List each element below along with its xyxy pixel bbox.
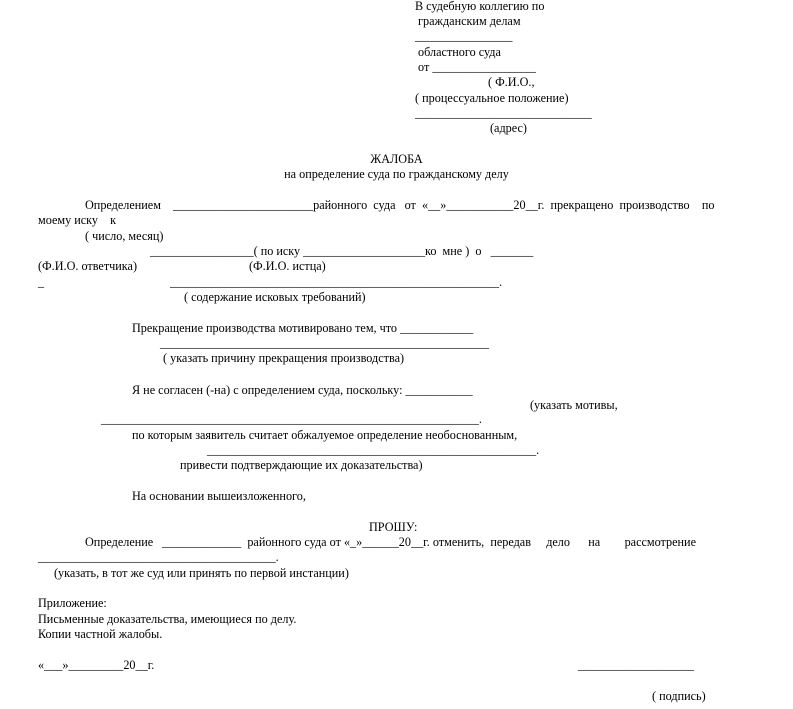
paragraph-4-text: Прекращение производства мотивировано тем, что ____________ xyxy=(132,321,474,335)
paragraph-3-dash: _ xyxy=(38,275,45,289)
paragraph-1-start: Определением xyxy=(85,198,161,212)
signature-hint: ( подпись) xyxy=(652,689,706,703)
addressee-line-3: ________________ xyxy=(415,29,513,43)
paragraph-1-line-2: моему иску к xyxy=(38,213,117,227)
paragraph-2-hint-plaintiff: (Ф.И.О. истца) xyxy=(249,259,326,273)
paragraph-2-hint-defendant: (Ф.И.О. ответчика) xyxy=(38,259,138,273)
signature-line: ___________________ xyxy=(578,658,694,672)
paragraph-5-continuation: по которым заявитель считает обжалуемое определение необоснованным, xyxy=(132,428,518,442)
request-start: Определение xyxy=(85,535,154,549)
request-line: _______________________________________. xyxy=(38,550,279,564)
paragraph-5-hint-2: привести подтверждающие их доказательства) xyxy=(180,458,423,472)
addressee-line-6: ( Ф.И.О., xyxy=(488,75,535,89)
paragraph-5-line-2: ______________________________________________________. xyxy=(207,443,540,457)
request-text: _____________ районного суда от «_»______20__г. отменить, передав дело на рассмотрение xyxy=(162,535,696,549)
paragraph-1-hint: ( число, месяц) xyxy=(85,229,164,243)
paragraph-1-text: _______________________районного суда от «__»___________20__г. прекращено производство по xyxy=(173,198,715,212)
addressee-line-2: гражданским делам xyxy=(415,14,521,28)
paragraph-5-line: ______________________________________________________________. xyxy=(101,412,482,426)
attachment-item-1: Письменные доказательства, имеющиеся по делу. xyxy=(38,612,297,626)
document-subtitle: на определение суда по гражданскому делу xyxy=(284,167,509,181)
addressee-line-5: от _________________ xyxy=(415,60,536,74)
addressee-line-9: (адрес) xyxy=(490,121,527,135)
paragraph-4-hint: ( указать причину прекращения производства) xyxy=(163,351,405,365)
addressee-line-1: В судебную коллегию по xyxy=(415,0,545,13)
addressee-line-4: областного суда xyxy=(415,45,501,59)
addressee-line-8: _____________________________ xyxy=(415,106,592,120)
addressee-line-7: ( процессуальное положение) xyxy=(415,91,569,105)
attachments-heading: Приложение: xyxy=(38,596,107,610)
request-hint: (указать, в тот же суд или принять по первой инстанции) xyxy=(54,566,349,580)
paragraph-6-text: На основании вышеизложенного, xyxy=(132,489,306,503)
request-heading: ПРОШУ: xyxy=(369,520,418,534)
attachment-item-2: Копии частной жалобы. xyxy=(38,627,163,641)
paragraph-2-text: _________________( по иску ____________________ко мне ) о _______ xyxy=(150,244,534,258)
document-title: ЖАЛОБА xyxy=(370,152,423,166)
paragraph-3-hint: ( содержание исковых требований) xyxy=(184,290,366,304)
paragraph-4-line: ______________________________________________________ xyxy=(160,336,490,350)
paragraph-5-hint: (указать мотивы, xyxy=(530,398,618,412)
paragraph-5-text: Я не согласен (-на) с определением суда, поскольку: ___________ xyxy=(132,383,473,397)
paragraph-3-line: ______________________________________________________. xyxy=(170,275,503,289)
date-field: «___»_________20__г. xyxy=(38,658,155,672)
